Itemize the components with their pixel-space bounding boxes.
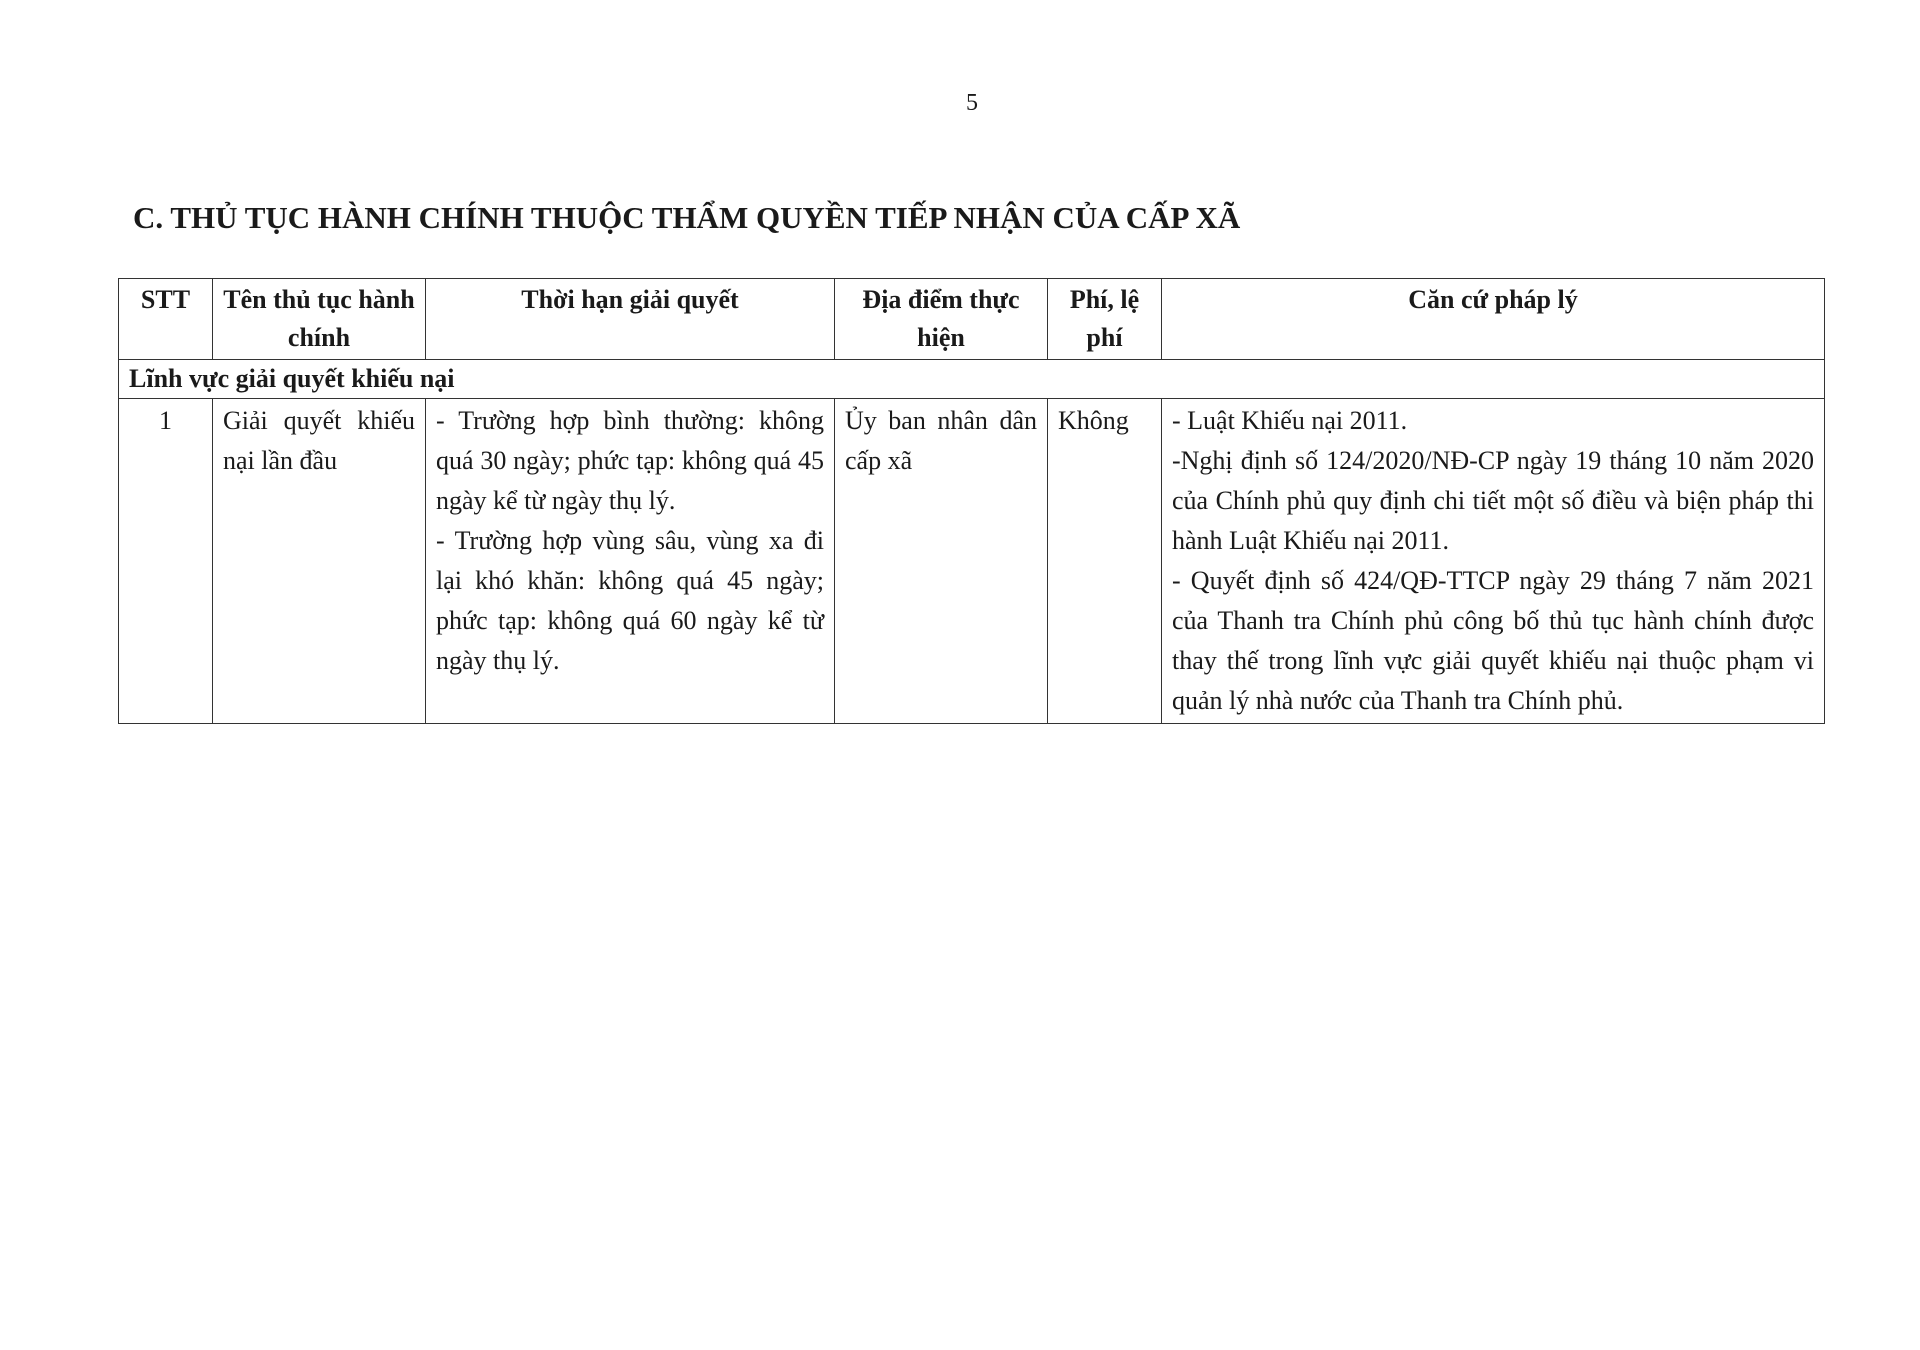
header-deadline: Thời hạn giải quyết [426, 279, 835, 360]
cell-legal-basis [1162, 399, 1825, 724]
header-procedure-name: Tên thủ tục hành chính [213, 279, 426, 360]
procedure-name-text: Giải quyết khiếu nại lần đầu [223, 406, 415, 475]
procedure-table [118, 278, 1825, 724]
cell-location [835, 399, 1048, 724]
group-title: Lĩnh vực giải quyết khiếu nại [119, 360, 1825, 399]
section-title: C. THỦ TỤC HÀNH CHÍNH THUỘC THẨM QUYỀN TIẾP NHẬN CỦA CẤP XÃ [133, 200, 1241, 235]
table-header-row [119, 279, 1825, 360]
cell-deadline [426, 399, 835, 724]
page-number: 5 [966, 90, 978, 116]
cell-procedure-name [213, 399, 426, 724]
legal-item-law: - Luật Khiếu nại 2011. [1172, 406, 1408, 435]
header-legal-basis: Căn cứ pháp lý [1162, 279, 1825, 360]
table-row [119, 399, 1825, 724]
legal-item-decision: - Quyết định số 424/QĐ-TTCP ngày 29 tháng 7 năm 2021 của Thanh tra Chính phủ công bố thủ tục hành chính được thay thế trong lĩnh vực giải quyết khiếu nại thuộc phạm vi quản lý nhà nước của Thanh tra Chính phủ. [1172, 566, 1814, 715]
header-stt: STT [119, 279, 213, 360]
header-fee: Phí, lệ phí [1048, 279, 1162, 360]
legal-item-decree: -Nghị định số 124/2020/NĐ-CP ngày 19 tháng 10 năm 2020 của Chính phủ quy định chi tiết một số điều và biện pháp thi hành Luật Khiếu nại 2011. [1172, 446, 1814, 555]
deadline-remote: - Trường hợp vùng sâu, vùng xa đi lại khó khăn: không quá 45 ngày; phức tạp: không quá 60 ngày kể từ ngày thụ lý. [436, 526, 824, 675]
deadline-normal: - Trường hợp bình thường: không quá 30 ngày; phức tạp: không quá 45 ngày kể từ ngày thụ lý. [436, 406, 824, 515]
location-text: Ủy ban nhân dân cấp xã [845, 406, 1037, 475]
header-location: Địa điểm thực hiện [835, 279, 1048, 360]
cell-stt: 1 [119, 399, 213, 724]
group-row [119, 360, 1825, 399]
cell-fee: Không [1048, 399, 1162, 724]
